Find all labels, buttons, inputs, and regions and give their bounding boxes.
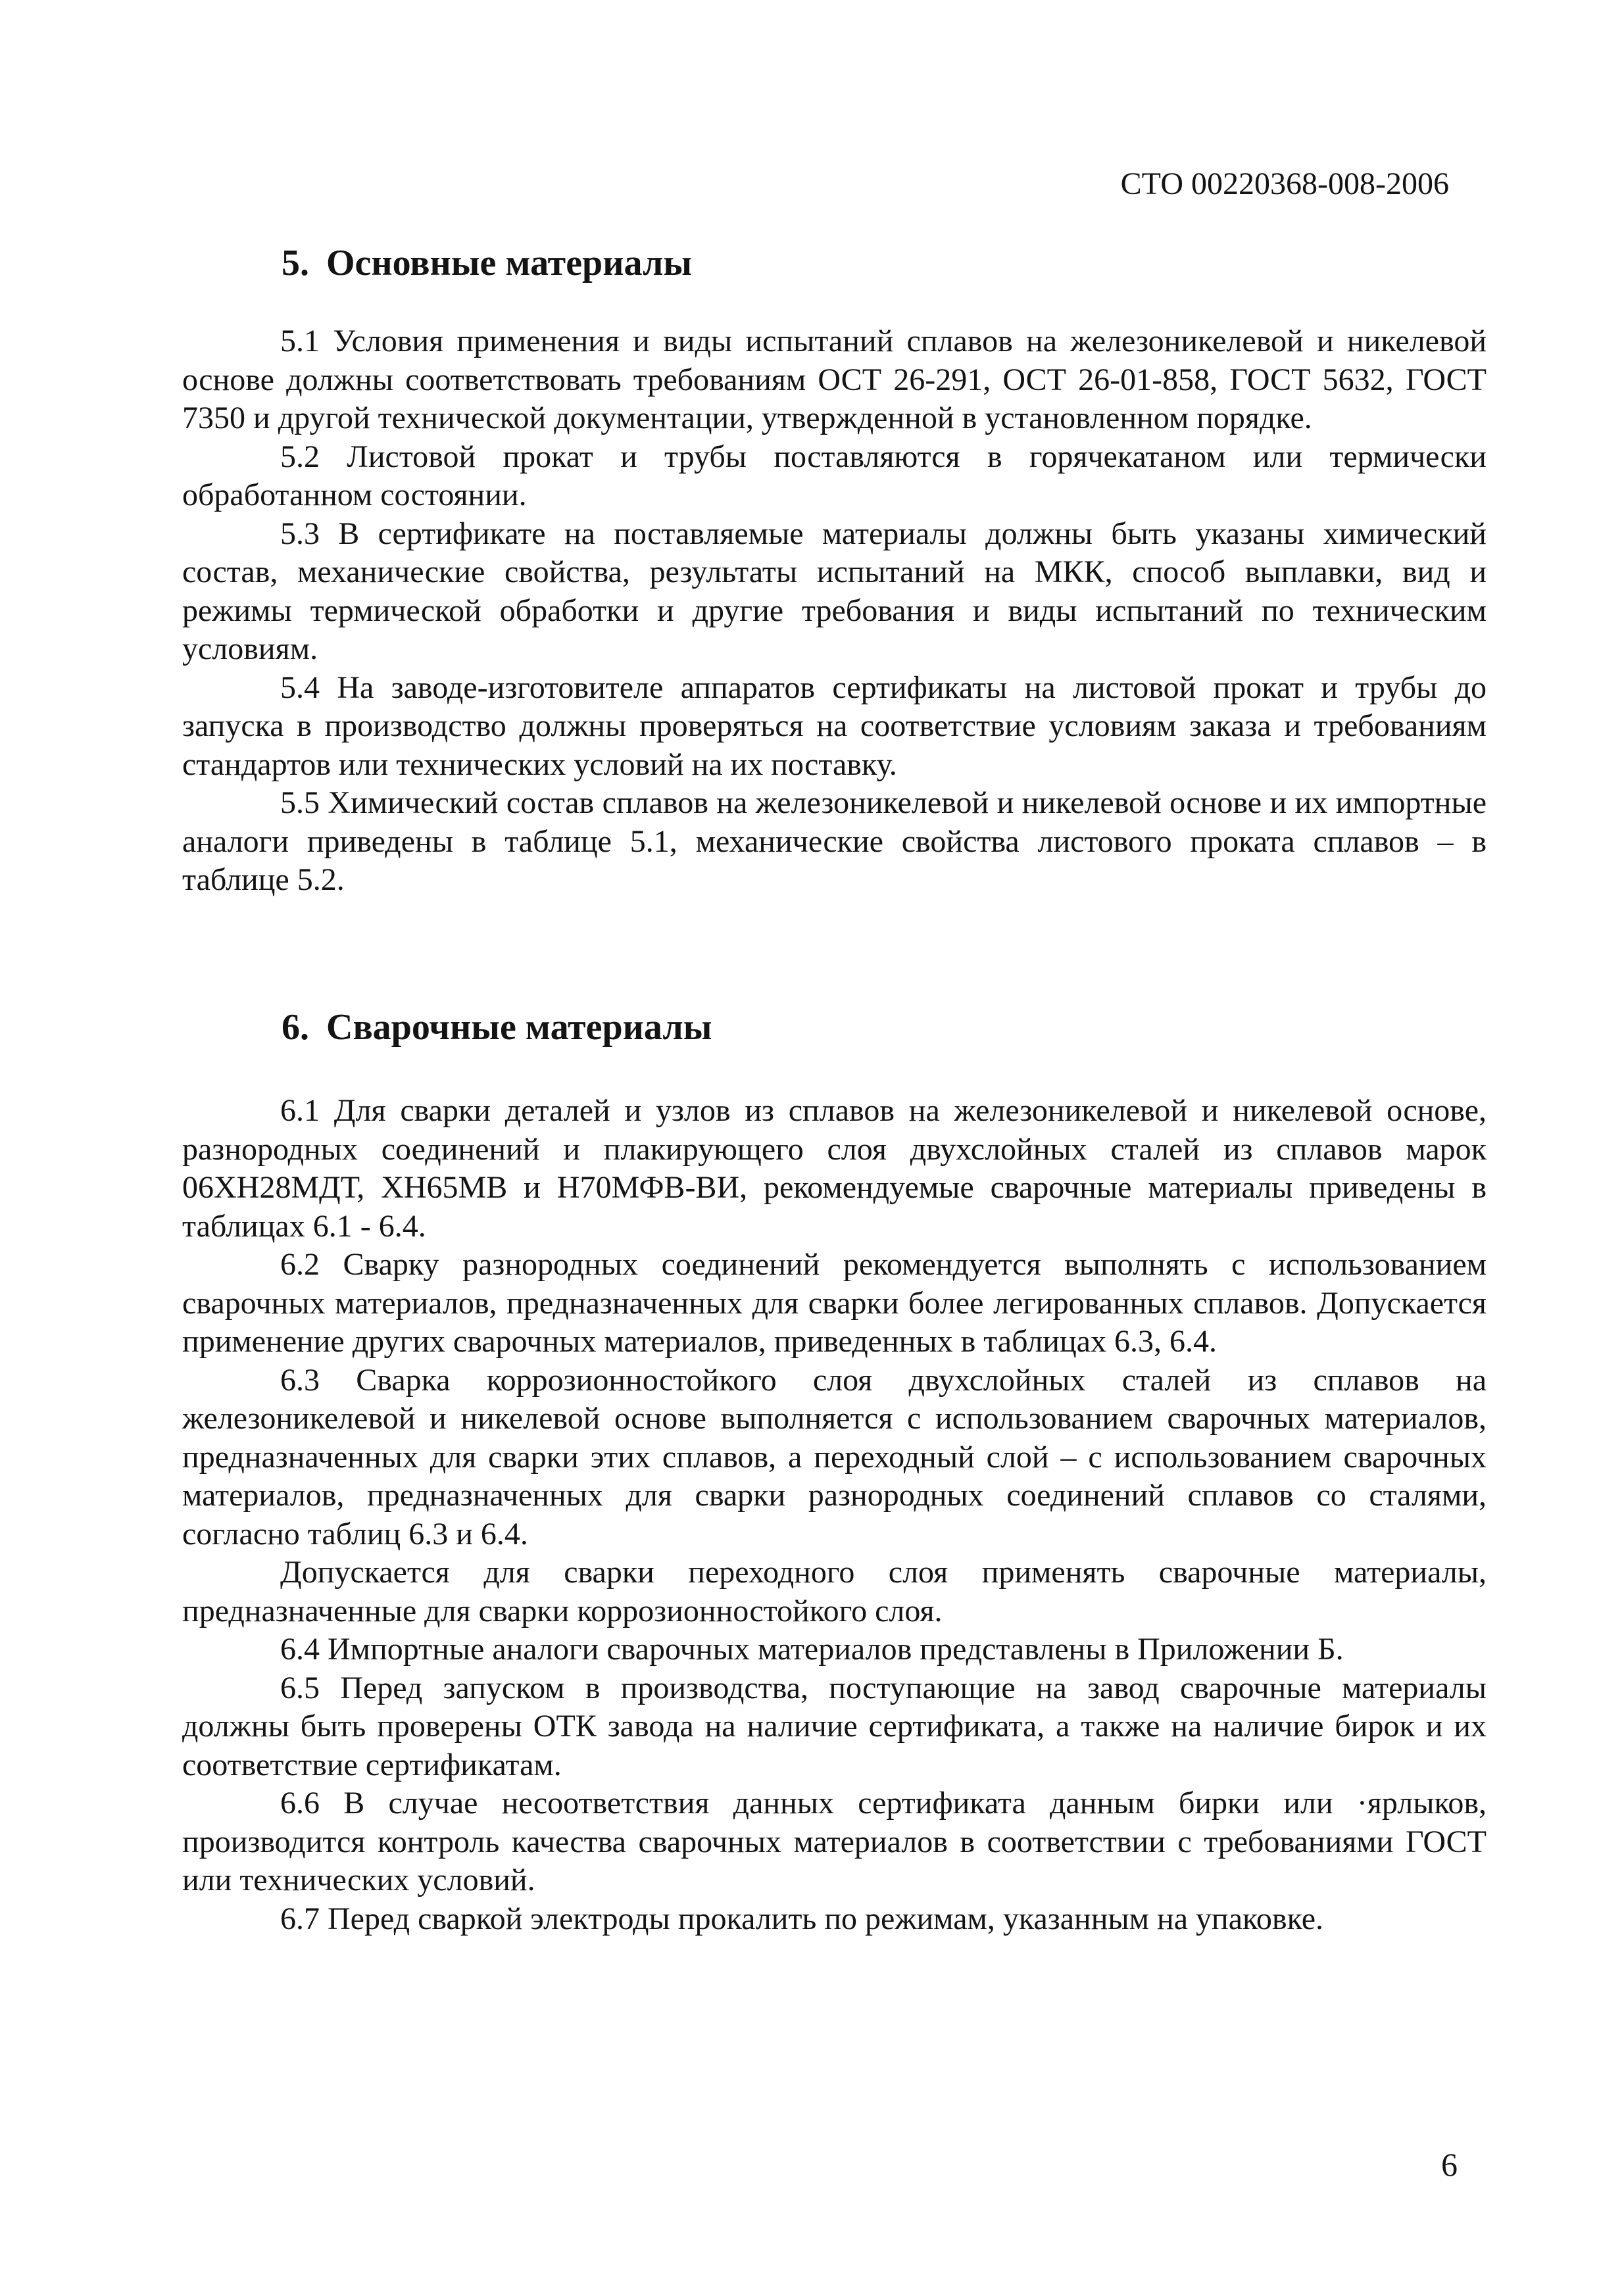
paragraph: 5.4 На заводе-изготовителе аппаратов сертификаты на листовой прокат и трубы до запуска в производство должны проверяться на соответствие условиям заказа и требованиям стандартов или технических условий на их поставку.: [182, 670, 1487, 782]
paragraph: 6.3 Сварка коррозионностойкого слоя двухслойных сталей из сплавов на железоникелевой и никелевой основе выполняется с использованием сварочных материалов, предназначенных для сварки этих сплавов, а переходный слой – с использованием сварочных материалов, предназначенных для сварки разнородных соединений сплавов со сталями, согласно таблиц 6.3 и 6.4.: [182, 1362, 1487, 1551]
section-number: 6.: [282, 1007, 309, 1048]
paragraph: 6.4 Импортные аналоги сварочных материалов представлены в Приложении Б.: [280, 1632, 1344, 1667]
section-title: Основные материалы: [326, 243, 693, 283]
paragraph: 5.2 Листовой прокат и трубы поставляются в горячекатаном или термически обработанном состоянии.: [182, 439, 1487, 512]
paragraph: 6.5 Перед запуском в производства, поступающие на завод сварочные материалы должны быть проверены ОТК завода на наличие сертификата, а также на наличие бирок и их соответствие сертификатам.: [182, 1670, 1487, 1782]
paragraph: 6.2 Сварку разнородных соединений рекомендуется выполнять с использованием сварочных материалов, предназначенных для сварки более легированных сплавов. Допускается применение других сварочных материалов, приведенных в таблицах 6.3, 6.4.: [182, 1247, 1487, 1359]
paragraph: 6.1 Для сварки деталей и узлов из сплавов на железоникелевой и никелевой основе, разнородных соединений и плакирующего слоя двухслойных сталей из сплавов марок 06ХН28МДТ, ХН65МВ и Н70МФВ-ВИ, рекомендуемые сварочные материалы приведены в таблицах 6.1 - 6.4.: [182, 1093, 1487, 1244]
paragraph: 6.6 В случае несоответствия данных сертификата данным бирки или ·ярлыков, производится контроль качества сварочных материалов в соответствии с требованиями ГОСТ или технических условий.: [182, 1786, 1487, 1897]
paragraph: 5.1 Условия применения и виды испытаний сплавов на железоникелевой и никелевой основе должны соответствовать требованиям ОСТ 26-291, ОСТ 26-01-858, ГОСТ 5632, ГОСТ 7350 и другой технической документации, утвержденной в установленном порядке.: [182, 324, 1487, 435]
paragraph: 5.3 В сертификате на поставляемые материалы должны быть указаны химический состав, механические свойства, результаты испытаний на МКК, способ выплавки, вид и режимы термической обработки и другие требования и виды испытаний по техническим условиям.: [182, 516, 1487, 666]
section-title: Сварочные материалы: [326, 1007, 712, 1048]
page-number: 6: [1441, 2146, 1458, 2183]
paragraph: 5.5 Химический состав сплавов на железоникелевой и никелевой основе и их импортные аналоги приведены в таблице 5.1, механические свойства листового проката сплавов – в таблице 5.2.: [182, 785, 1487, 897]
section-6-heading: [282, 1004, 712, 1050]
section-number: 5.: [282, 243, 309, 283]
document-code: СТО 00220368-008-2006: [1120, 166, 1449, 201]
section-5-body: [182, 322, 1487, 900]
section-5-heading: [282, 240, 692, 286]
section-6-body: [182, 1092, 1487, 1938]
paragraph: Допускается для сварки переходного слоя применять сварочные материалы, предназначенные для сварки коррозионностойкого слоя.: [182, 1555, 1487, 1628]
paragraph: 6.7 Перед сваркой электроды прокалить по режимам, указанным на упаковке.: [280, 1901, 1324, 1936]
